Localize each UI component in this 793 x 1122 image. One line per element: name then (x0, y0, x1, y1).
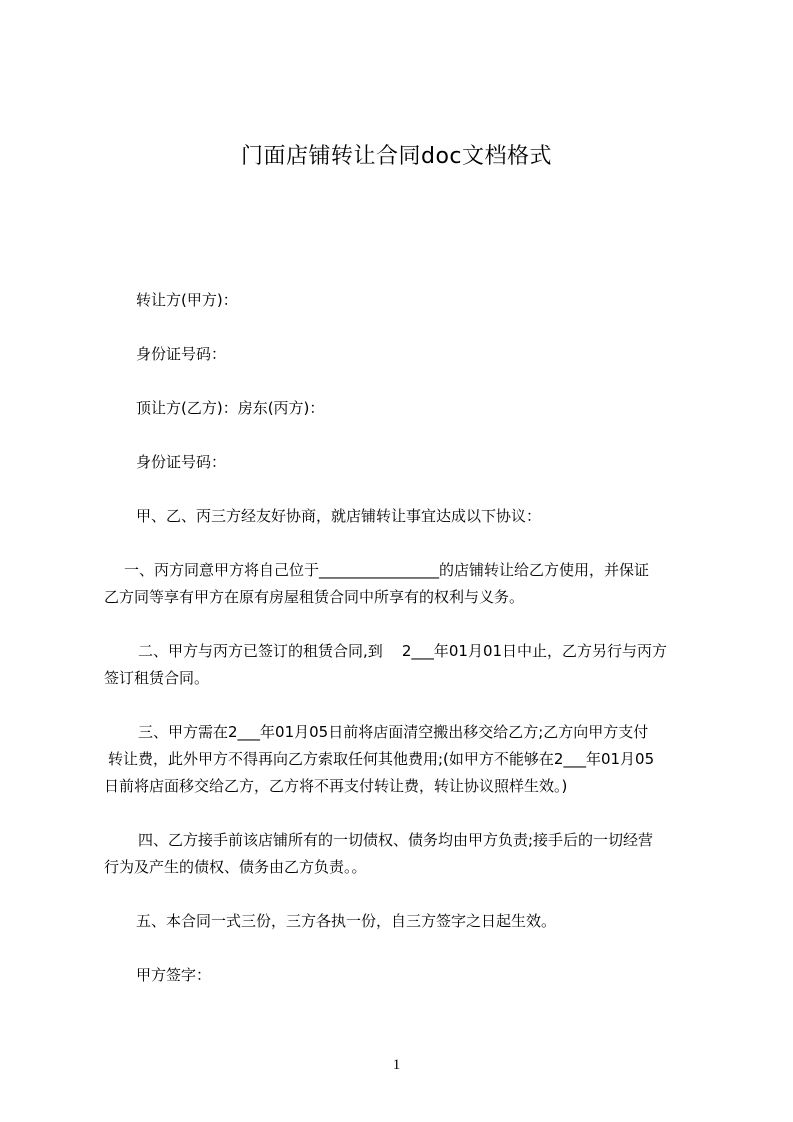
clause-4 (104, 827, 706, 881)
clause-4-line-1: 四、乙方接手前该店铺所有的一切债权、债务均由甲方负责;接手后的一切经营 (138, 831, 654, 849)
clause-2-line-2: 签订租赁合同。 (104, 669, 210, 687)
clause-3-line-1: 三、甲方需在2___年01月05日前将店面清空搬出移交给乙方;乙方向甲方支付 (138, 723, 649, 741)
document-body (104, 287, 706, 989)
transferee-landlord-field: 顶让方(乙方)：房东(丙方)： (136, 399, 325, 417)
id-number-field-2: 身份证号码： (136, 453, 227, 471)
clause-5 (104, 908, 706, 935)
clause-2 (104, 638, 706, 692)
clause-4-line-2: 行为及产生的债权、债务由乙方负责。。 (104, 858, 367, 876)
clause-1 (104, 557, 706, 611)
preamble: 甲、乙、丙三方经友好协商，就店铺转让事宜达成以下协议： (136, 507, 542, 525)
clause-5-line-1: 五、本合同一式三份，三方各执一份，自三方签字之日起生效。 (136, 912, 557, 930)
clause-3-line-3: 日前将店面移交给乙方，乙方将不再支付转让费，转让协议照样生效。) (104, 777, 568, 795)
clause-1-line-1: 一、丙方同意甲方将自己位于________________的店铺转让给乙方使用，并保证 (124, 561, 650, 579)
id-number-field-1: 身份证号码： (136, 345, 227, 363)
transferor-field: 转让方(甲方)： (136, 291, 238, 309)
document-title: 门面店铺转让合同doc文档格式 (240, 144, 553, 169)
signature-field: 甲方签字： (136, 966, 212, 984)
clause-2-line-1: 二、甲方与丙方已签订的租赁合同,到 2___年01月01日中止，乙方另行与丙方 (138, 642, 668, 660)
clause-1-line-2: 乙方同等享有甲方在原有房屋租赁合同中所享有的权利与义务。 (104, 588, 525, 606)
clause-3-line-2: 转让费，此外甲方不得再向乙方索取任何其他费用;(如甲方不能够在2___年01月05 (108, 750, 655, 768)
page-number: 1 (392, 1057, 401, 1073)
clause-3 (104, 719, 706, 800)
